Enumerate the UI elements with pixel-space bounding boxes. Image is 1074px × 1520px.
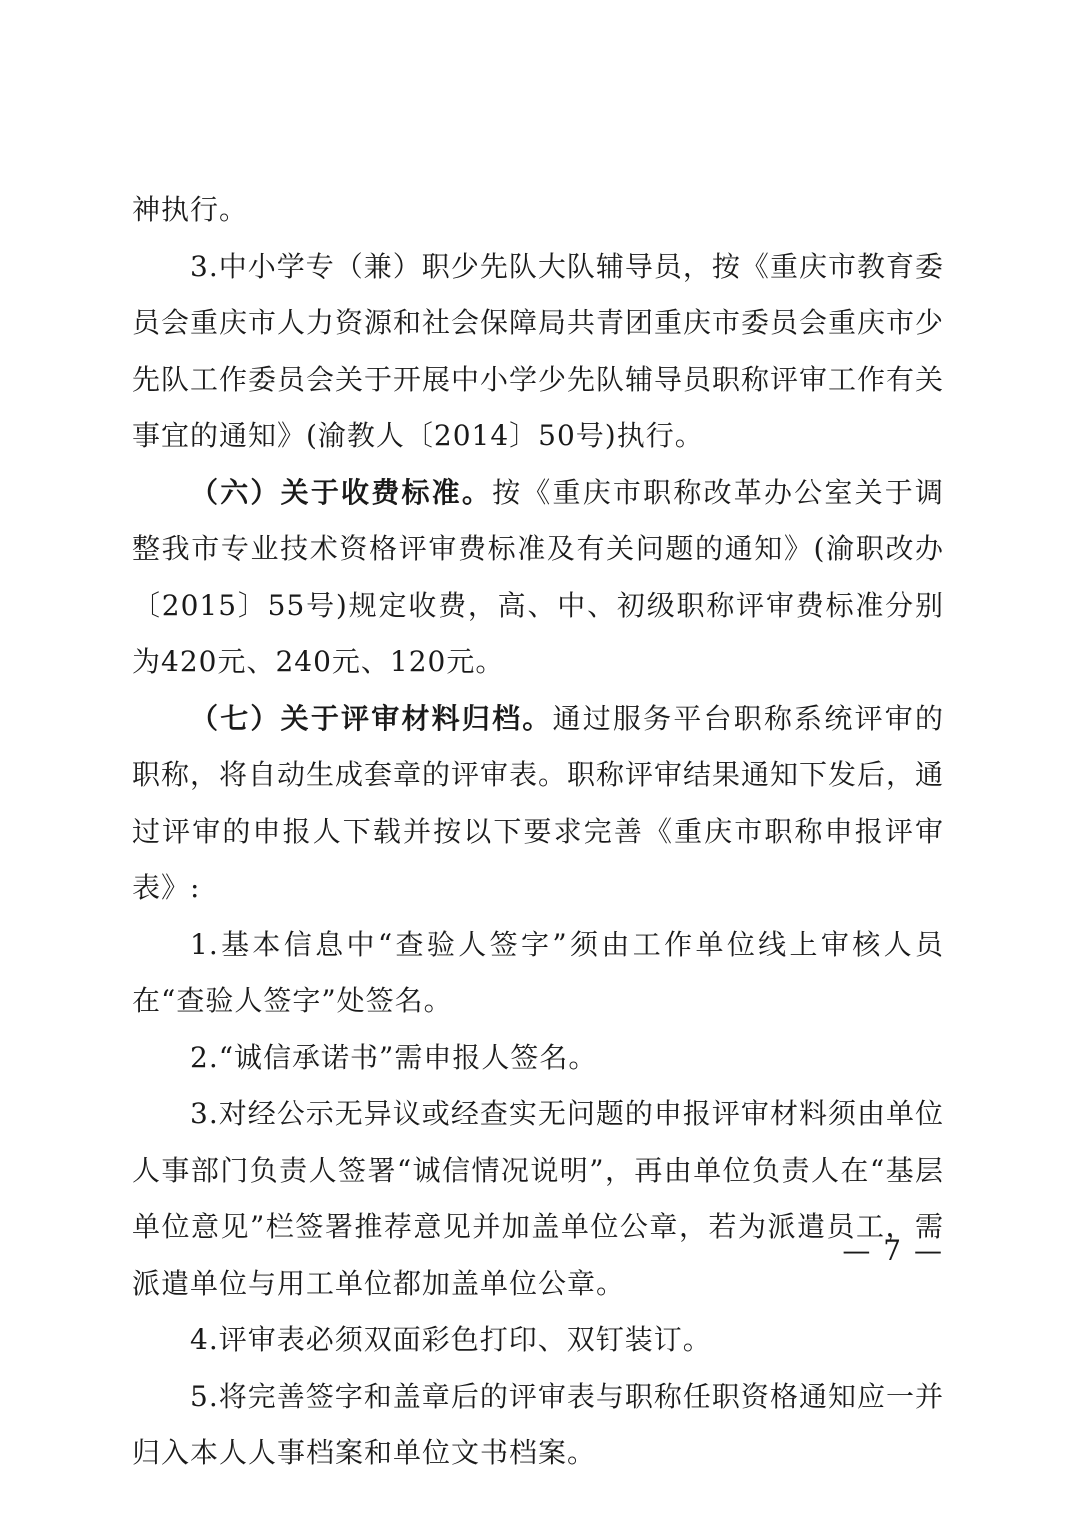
paragraph-text: 5.将完善签字和盖章后的评审表与职称任职资格通知应一并归入本人人事档案和单位文书档案。 [132,1379,944,1469]
paragraph-section-fees [132,465,944,691]
page-number: — 7 — [842,1234,944,1267]
paragraph-item-5-filing [132,1369,944,1482]
paragraph-text: 神执行。 [132,193,249,226]
paragraph-item-1-verifier-signature [132,917,944,1030]
paragraph-text: 4.评审表必须双面彩色打印、双钉装订。 [190,1323,712,1356]
paragraph-item-4-printing [132,1312,944,1369]
paragraph-text: 按《重庆市职称改革办公室关于调整我市专业技术资格评审费标准及有关问题的通知》(渝职改办〔2015〕55号)规定收费，高、中、初级职称评审费标准分别为420元、240元、120元。 [132,475,944,678]
paragraph-text: 3.中小学专（兼）职少先队大队辅导员，按《重庆市教育委员会重庆市人力资源和社会保障局共青团重庆市委员会重庆市少先队工作委员会关于开展中小学少先队辅导员职称评审工作有关事宜的通知》(渝教人〔2014〕50号)执行。 [132,249,945,452]
paragraph-text: 3.对经公示无异议或经查实无问题的申报评审材料须由单位人事部门负责人签署“诚信情况说明”，再由单位负责人在“基层单位意见”栏签署推荐意见并加盖单位公章，若为派遣员工，需派遣单位与用工单位都加盖单位公章。 [132,1097,944,1300]
section-heading-fees: （六）关于收费标准。 [190,475,493,509]
paragraph-text: 2.“诚信承诺书”需申报人签名。 [190,1040,598,1074]
paragraph-section-archiving [132,691,944,917]
paragraph-continuation [132,182,944,239]
paragraph-item-2-integrity-pledge [132,1030,944,1087]
document-body [132,182,944,1482]
paragraph-text: 1.基本信息中“查验人签字”须由工作单位线上审核人员在“查验人签字”处签名。 [132,927,944,1017]
paragraph-item-3-integrity-statement [132,1086,944,1312]
paragraph-item-3-pioneer-counselor [132,239,944,465]
section-heading-archiving: （七）关于评审材料归档。 [190,701,553,735]
paragraph-text: 通过服务平台职称系统评审的职称，将自动生成套章的评审表。职称评审结果通知下发后，通过评审的申报人下载并按以下要求完善《重庆市职称申报评审表》: [132,701,945,904]
